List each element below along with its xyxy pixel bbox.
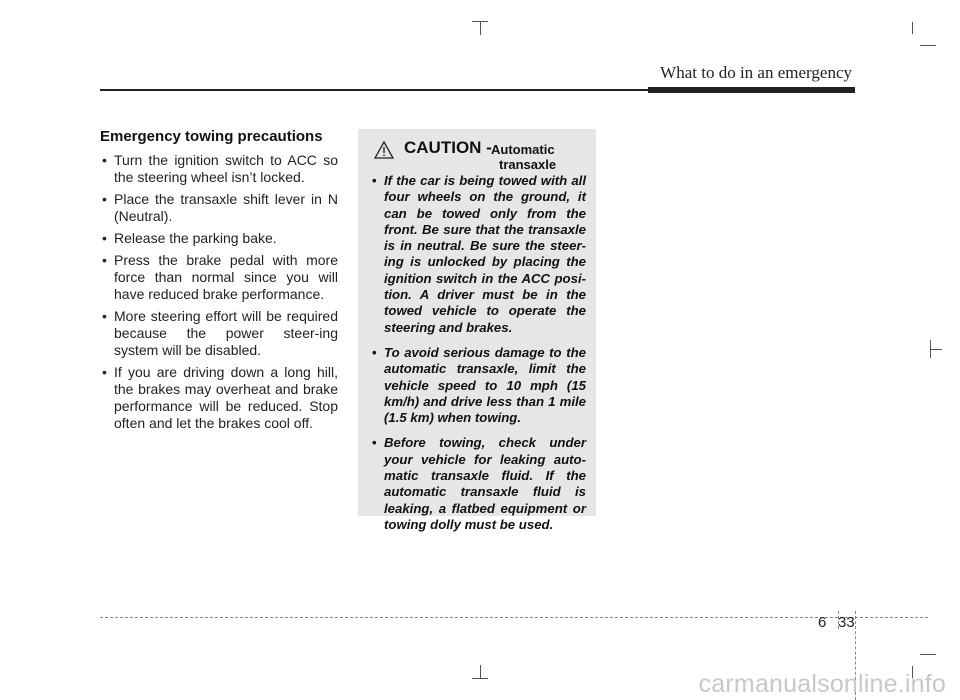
towing-precautions-section [100, 128, 338, 437]
header-rule [100, 89, 648, 91]
caution-item: • Before towing, check under your vehicle for leaking auto-matic transaxle fluid. If the automatic transaxle fluid is leaking, a flatbed equipment or towing dolly must be used. [370, 435, 586, 533]
caution-subtitle-line1: Automatic [491, 142, 555, 157]
crop-mark-bottom-center-v [480, 665, 481, 679]
site-watermark: carmanualsonline.info [698, 670, 946, 698]
warning-triangle-icon [374, 141, 394, 159]
caution-item: • To avoid serious damage to the automatic transaxle, limit the vehicle speed to 10 mph (15 km/h) and drive less than 1 mile (1.5 km) when towing. [370, 345, 586, 426]
list-item: • Release the parking bake. [100, 230, 338, 247]
crop-mark-bottom-right-h [920, 654, 936, 655]
list-item: • If you are driving down a long hill, the brakes may overheat and brake performance will be reduced. Stop often and let the brakes cool off. [100, 364, 338, 432]
caution-subtitle-line2: transaxle [499, 157, 557, 172]
caution-label: CAUTION - [404, 138, 492, 157]
page-number-divider [838, 611, 839, 629]
chapter-number: 6 [818, 614, 827, 631]
crop-mark-top-center-v [480, 21, 481, 35]
header-rule-accent [648, 87, 855, 93]
caution-item: • If the car is being towed with all four wheels on the ground, it can be towed only from the front. Be sure that the transaxle is in neutral. Be sure the steer-ing is unlocked by placing the ignition switch in the ACC posi-tion. A driver must be in the towed vehicle to operate the steering and brakes. [370, 173, 586, 336]
crop-mark-bottom-center-h [472, 678, 488, 679]
list-item: • Place the transaxle shift lever in N (Neutral). [100, 191, 338, 225]
page-number-value: 33 [838, 614, 855, 631]
crop-mark-top-right-v [912, 22, 913, 34]
list-item: • Press the brake pedal with more force than normal since you will have reduced brake performance. [100, 252, 338, 303]
list-item: • More steering effort will be required because the power steer-ing system will be disabled. [100, 308, 338, 359]
caution-header [370, 137, 586, 173]
list-item: • Turn the ignition switch to ACC so the steering wheel isn’t locked. [100, 152, 338, 186]
crop-mark-top-right-h [920, 45, 936, 46]
footer-rule [100, 617, 928, 618]
section-title: Emergency towing precautions [100, 128, 323, 145]
crop-mark-right-center-h [930, 349, 942, 350]
caution-box [358, 129, 596, 532]
page-header-title: What to do in an emergency [660, 63, 852, 82]
